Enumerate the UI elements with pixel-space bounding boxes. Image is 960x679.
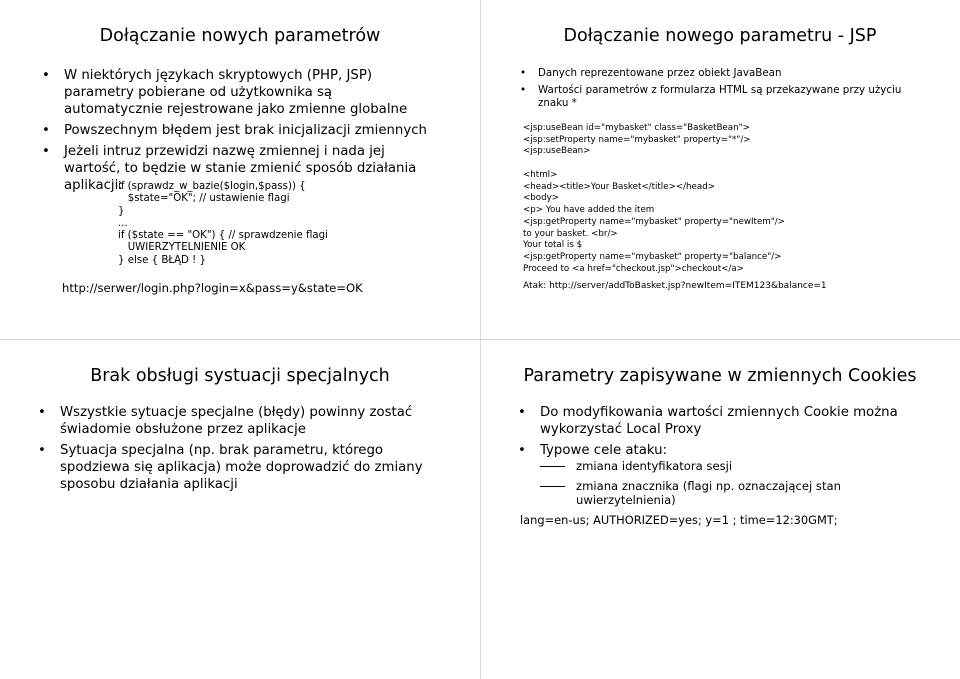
bullet-list [518,404,918,459]
attack-url: http://serwer/login.php?login=x&pass=y&state=OK [62,281,363,295]
bullet-item: • W niektórych językach skryptowych (PHP, JSP) parametry pobierane od użytkownika są automatycznie rejestrowane jako zmienne globalne [42,67,432,118]
bullet-item: • Danych reprezentowane przez obiekt JavaBean [520,67,925,80]
jsp-page-code: <html> <head><title>Your Basket</title></head> <body> <p> You have added the item <jsp:getProperty name="mybasket" property="newItem"/> to your basket. <br/> Your total is $ <jsp:getProperty name="mybasket" property="balance"/> Proceed to <a href="checkout.jsp">checkout</a> [523,170,785,274]
slide-jsp-parameter [480,0,960,339]
cookie-example: lang=en-us; AUTHORIZED=yes; y=1 ; time=12:30GMT; [520,513,838,527]
slide-cookie-parameters [480,340,960,679]
sub-bullet-item: zmiana znacznika (flagi np. oznaczającej stan uwierzytelnienia) [540,479,940,507]
bullet-item: • Wartości parametrów z formularza HTML są przekazywane przy użyciu znaku * [520,84,925,110]
bullet-item: • Jeżeli intruz przewidzi nazwę zmiennej i nada jej wartość, to będzie w stanie zmienić sposób działania aplikacji: [42,143,432,194]
bullet-list [42,67,432,194]
bullet-item: • Powszechnym błędem jest brak inicjalizacji zmiennych [42,122,432,139]
slide-special-situations [0,340,480,679]
slide-title: Dołączanie nowego parametru - JSP [563,26,877,46]
jsp-usebean-code: <jsp:useBean id="mybasket" class="BasketBean"> <jsp:setProperty name="mybasket" property="*"/> <jsp:useBean> [523,123,751,157]
bullet-list [520,67,925,110]
php-code-example: if (sprawdz_w_bazie($login,$pass)) { $state="OK"; // ustawienie flagi } ... if ($state == "OK") { // sprawdzenie flagi UWIERZYTELNIENIE OK } else { BŁĄD ! } [118,181,328,266]
bullet-list [38,404,438,493]
bullet-item: • Typowe cele ataku: [518,442,918,459]
slide-title: Dołączanie nowych parametrów [99,26,381,46]
bullet-item: • Sytuacja specjalna (np. brak parametru, którego spodziewa się aplikacja) może doprowadzić do zmiany sposobu działania aplikacji [38,442,438,493]
bullet-item: • Wszystkie sytuacje specjalne (błędy) powinny zostać świadomie obsłużone przez aplikacje [38,404,438,438]
attack-url: Atak: http://server/addToBasket.jsp?newItem=ITEM123&balance=1 [523,281,827,291]
slide-title: Brak obsługi systuacji specjalnych [90,366,390,386]
slide-new-parameters [0,0,480,339]
slide-title: Parametry zapisywane w zmiennych Cookies [523,366,917,386]
sub-bullet-item: zmiana identyfikatora sesji [540,459,940,473]
sub-bullet-list [540,459,940,507]
bullet-item: • Do modyfikowania wartości zmiennych Cookie można wykorzystać Local Proxy [518,404,918,438]
